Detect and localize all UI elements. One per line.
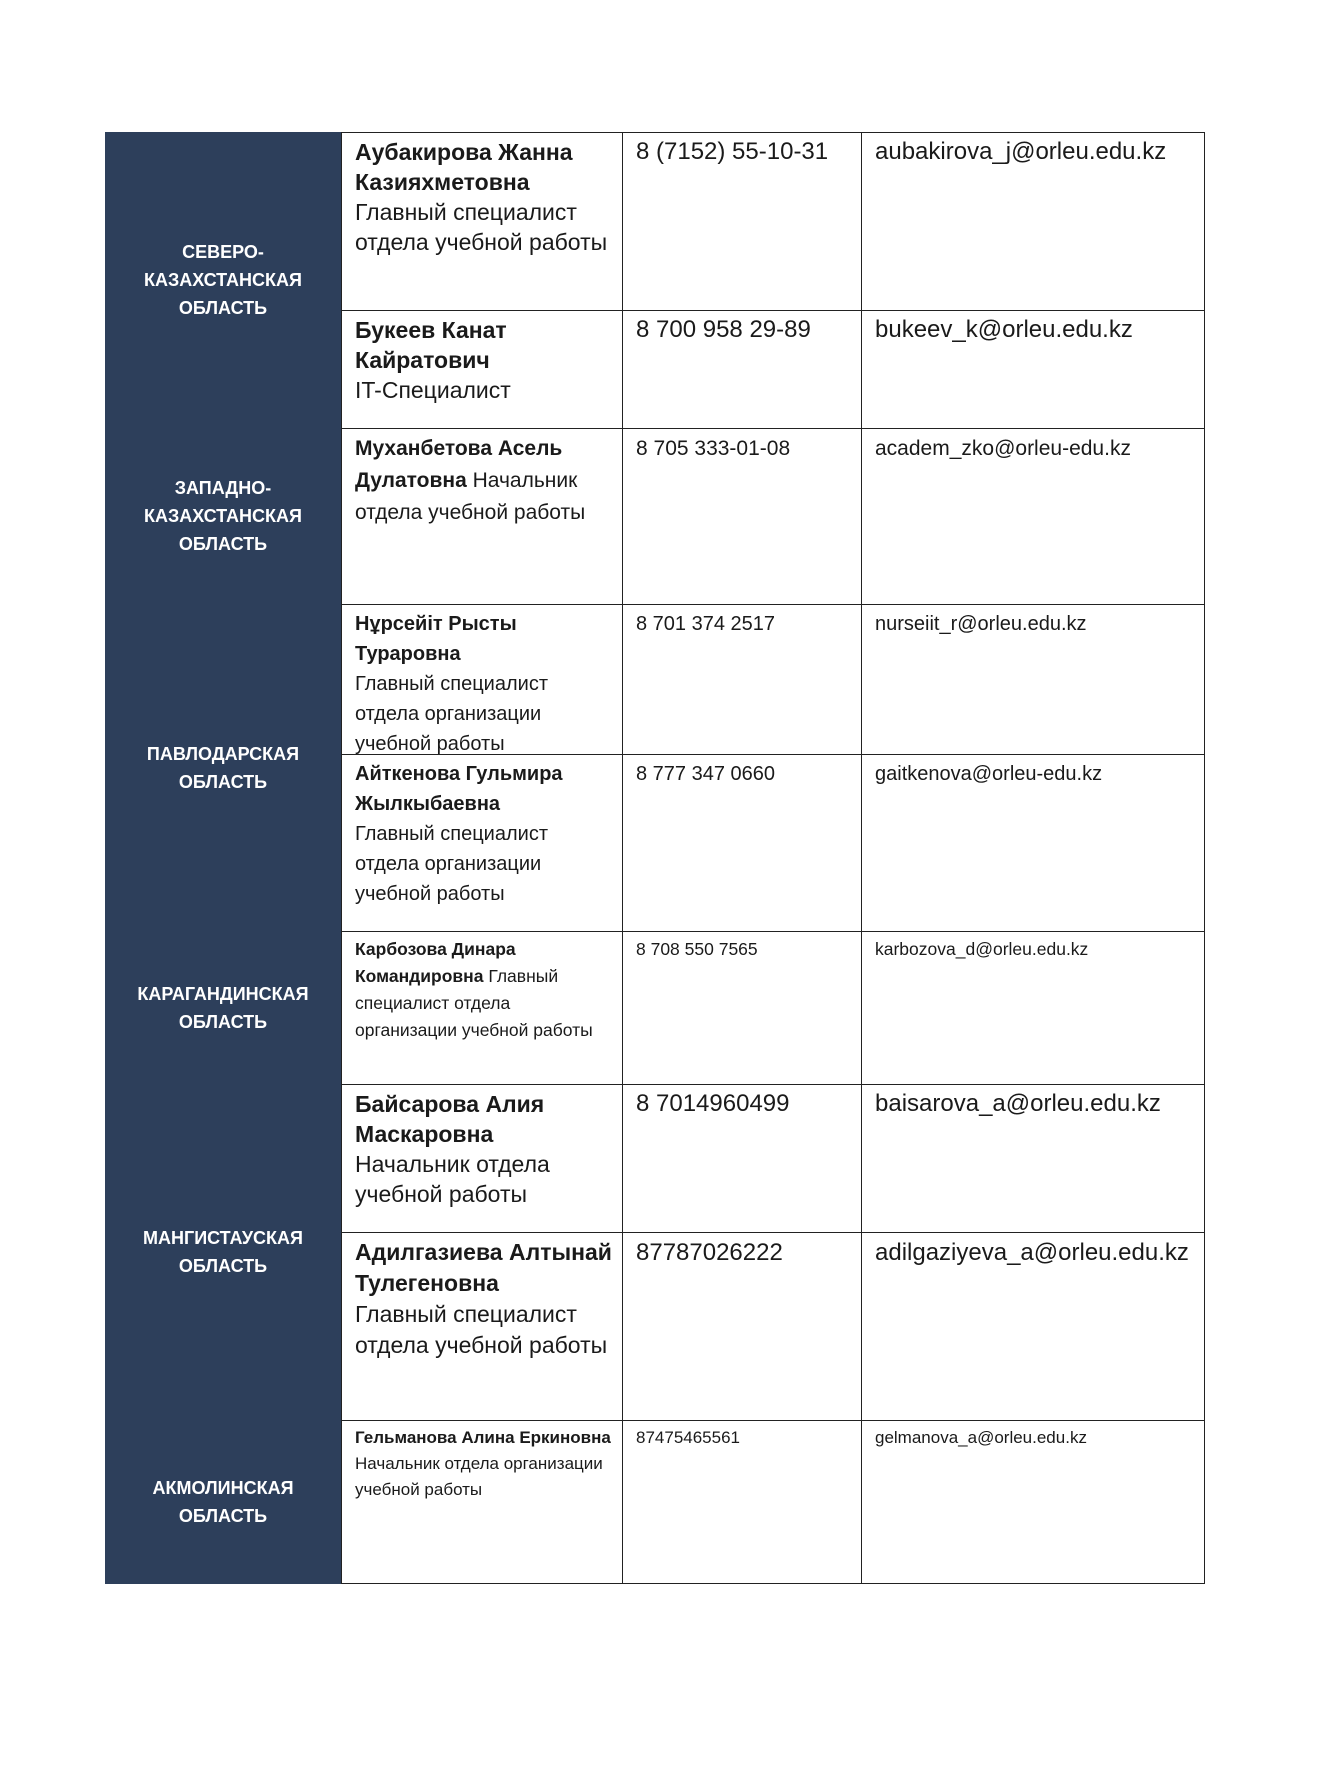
- region-name: СЕВЕРО- КАЗАХСТАНСКАЯ ОБЛАСТЬ: [144, 242, 302, 318]
- region-group: [105, 1420, 1205, 1584]
- contact-cell: [341, 932, 622, 1084]
- email-cell: karbozova_d@orleu.edu.kz: [861, 932, 1204, 1084]
- region-label: [105, 1420, 341, 1584]
- contact-cell: [341, 1085, 622, 1232]
- contact-name: Карбозова Динара Командировна: [355, 939, 516, 986]
- contact-role: Главный специалист отдела организации учебной работы: [355, 673, 548, 755]
- table-row: [341, 310, 1205, 428]
- region-label: [105, 132, 341, 428]
- region-name: ПАВЛОДАРСКАЯ ОБЛАСТЬ: [146, 743, 300, 792]
- email-cell: aubakirova_j@orleu.edu.kz: [861, 133, 1204, 310]
- phone-cell: 8 708 550 7565: [622, 932, 861, 1084]
- contact-role: Главный специалист отдела учебной работы: [355, 1301, 608, 1358]
- region-name: ЗАПАДНО- КАЗАХСТАНСКАЯ ОБЛАСТЬ: [144, 478, 302, 554]
- phone-cell: 87475465561: [622, 1421, 861, 1583]
- table-row: [341, 754, 1205, 931]
- table-row: [341, 931, 1205, 1084]
- region-label: [105, 931, 341, 1084]
- phone-cell: 8 777 347 0660: [622, 755, 861, 931]
- contact-name: Адилгазиева Алтынай Тулегеновна: [355, 1239, 612, 1296]
- phone-cell: 8 (7152) 55-10-31: [622, 133, 861, 310]
- contact-role: Начальник отдела учебной работы: [355, 469, 586, 524]
- email-cell: nurseiit_r@orleu.edu.kz: [861, 605, 1204, 754]
- phone-cell: 8 705 333-01-08: [622, 429, 861, 604]
- table-row: [341, 1232, 1205, 1420]
- email-cell: gelmanova_a@orleu.edu.kz: [861, 1421, 1204, 1583]
- region-group: [105, 132, 1205, 428]
- contacts-table: [105, 132, 1205, 1584]
- phone-cell: 8 701 374 2517: [622, 605, 861, 754]
- region-name: АКМОЛИНСКАЯ ОБЛАСТЬ: [152, 1478, 294, 1526]
- region-group: [105, 931, 1205, 1084]
- contact-cell: [341, 311, 622, 428]
- contact-cell: [341, 605, 622, 754]
- table-row: [341, 1084, 1205, 1232]
- contact-name: Муханбетова Асель Дулатовна: [355, 437, 563, 492]
- region-group: [105, 428, 1205, 604]
- table-row: [341, 132, 1205, 310]
- contact-role: Начальник отдела организации учебной работы: [355, 1454, 603, 1499]
- contact-cell: [341, 1421, 622, 1583]
- table-row: [341, 428, 1205, 604]
- email-cell: baisarova_a@orleu.edu.kz: [861, 1085, 1204, 1232]
- contact-role: Начальник отдела учебной работы: [355, 1151, 550, 1207]
- contact-name: Байсарова Алия Маскаровна: [355, 1091, 545, 1147]
- contact-role: Главный специалист отдела организации учебной работы: [355, 966, 593, 1040]
- region-group: [105, 604, 1205, 931]
- contact-cell: [341, 133, 622, 310]
- contact-cell: [341, 1233, 622, 1420]
- contact-name: Айткенова Гульмира Жылкыбаевна: [355, 763, 563, 815]
- phone-cell: 8 7014960499: [622, 1085, 861, 1232]
- region-name: КАРАГАНДИНСКАЯ ОБЛАСТЬ: [137, 983, 309, 1032]
- phone-cell: 8 700 958 29-89: [622, 311, 861, 428]
- contact-cell: [341, 755, 622, 931]
- contact-role: IT-Специалист: [355, 377, 511, 403]
- contact-name: Букеев Канат Кайратович: [355, 317, 507, 373]
- phone-cell: 87787026222: [622, 1233, 861, 1420]
- region-label: [105, 1084, 341, 1420]
- table-row: [341, 604, 1205, 754]
- contact-name: Гельманова Алина Еркиновна: [355, 1428, 611, 1447]
- contact-cell: [341, 429, 622, 604]
- email-cell: gaitkenova@orleu-edu.kz: [861, 755, 1204, 931]
- region-name: МАНГИСТАУСКАЯ ОБЛАСТЬ: [143, 1228, 303, 1276]
- contact-role: Главный специалист отдела организации учебной работы: [355, 823, 548, 905]
- region-label: [105, 428, 341, 604]
- contact-name: Аубакирова Жанна Казияхметовна: [355, 139, 573, 195]
- email-cell: bukeev_k@orleu.edu.kz: [861, 311, 1204, 428]
- contact-name: Нұрсейіт Рысты Тураровна: [355, 613, 517, 665]
- email-cell: academ_zko@orleu-edu.kz: [861, 429, 1204, 604]
- email-cell: adilgaziyeva_a@orleu.edu.kz: [861, 1233, 1204, 1420]
- region-label: [105, 604, 341, 931]
- contact-role: Главный специалист отдела учебной работы: [355, 199, 608, 255]
- region-group: [105, 1084, 1205, 1420]
- table-row: [341, 1420, 1205, 1584]
